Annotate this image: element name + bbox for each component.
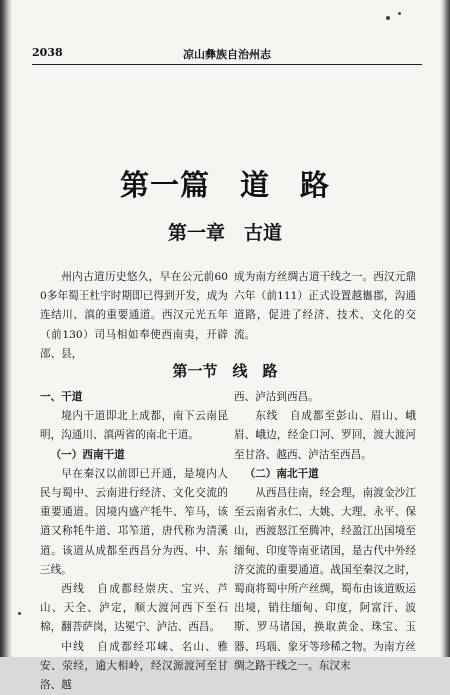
paragraph: 西线 自成都经崇庆、宝兴、芦山、天全、泸定，顺大渡河西下至石棉，翻菩萨岗，达冕宁、泸沽、西昌。 bbox=[40, 583, 228, 634]
intro-right-column bbox=[234, 268, 416, 345]
intro-paragraph-right: 成为南方丝绸古道干线之一。西汉元鼎六年（前111）正式设置越巂郡，沟通道路，促进了经济、技术、文化的交流。 bbox=[234, 271, 416, 341]
heading-southwest-road: （一）西南干道 bbox=[50, 448, 125, 461]
section-title: 第一节 线 路 bbox=[172, 362, 278, 380]
paragraph: 早在秦汉以前即已开通，是境内人民与蜀中、云南进行经济、文化交流的重要通道。因境内盛产牦牛、笮马，该道又称牦牛道、邛笮道，唐代称为清溪道。该道从成都至西昌分为西、中、东三线。 bbox=[40, 467, 228, 576]
scan-speck bbox=[398, 12, 401, 15]
paragraph: 西、泸沽到西昌。 bbox=[234, 391, 319, 403]
page-number: 2038 bbox=[32, 46, 63, 59]
paragraph: 从西昌往南，经会理，南渡金沙江至云南省永仁、大姚、大理、永平、保山，西渡怒江至腾冲，经盈江出国境至缅甸、印度等南亚诸国，是古代中外经济交流的重要通道。战国至秦汉之时，蜀商将蜀中所产丝绸，蜀布由该道贩运出境，销往缅甸、印度，阿富汗、波斯、罗马诸国，换取黄金、珠宝、玉器、玛瑙、象牙等珍稀之物。为南方丝绸之路干线之一。东汉末 bbox=[234, 487, 416, 672]
paragraph: 中线 自成都经邛崃、名山、雅安、荥经，逾大相岭，经汉源渡河至甘洛、越 bbox=[40, 640, 228, 692]
scan-speck bbox=[18, 612, 21, 615]
intro-paragraph-left: 州内古道历史悠久，早在公元前600多年蜀王杜宇时期即已得到开发，成为连结川、滇的重要通道。西汉元光五年（前130）司马相如奉使西南夷，开辟邵、县， bbox=[40, 271, 228, 360]
body-right-column bbox=[234, 388, 416, 676]
scan-speck bbox=[386, 16, 390, 20]
heading-trunk-roads: 一、干道 bbox=[40, 391, 83, 403]
chapter-title: 第一章 古道 bbox=[167, 222, 282, 244]
header-rule bbox=[32, 64, 422, 65]
running-header bbox=[32, 46, 422, 66]
book-title: 凉山彝族自治州志 bbox=[183, 48, 271, 61]
heading-north-south-road: （二）南北干道 bbox=[244, 467, 319, 480]
scan-shadow-right bbox=[440, 0, 450, 657]
intro-left-column bbox=[40, 268, 228, 364]
part-title: 第一篇 道 路 bbox=[119, 168, 330, 202]
paragraph: 东线 自成都至彭山、眉山、峨眉、峨边，经金口河、罗回，渡大渡河至甘洛、越西、泸沽至西昌。 bbox=[234, 410, 416, 461]
scan-shadow-left bbox=[0, 0, 12, 657]
paragraph: 境内干道即北上成都，南下云南昆明，沟通川、滇两省的南北干道。 bbox=[40, 410, 228, 442]
body-left-column bbox=[40, 388, 228, 695]
